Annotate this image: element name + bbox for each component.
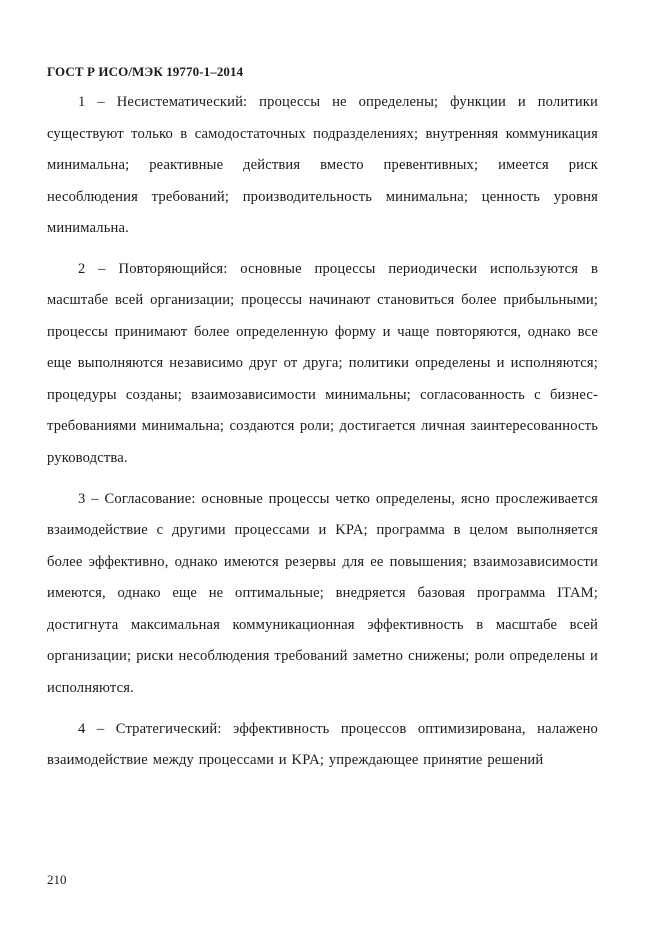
paragraph-level-3: 3 – Согласование: основные процессы четко определены, ясно прослеживается взаимодействие с другими процессами и KPA; программа в целом выполняется более эффективно, однако имеются резервы для ее повышения; взаимозависимости имеются, однако еще не оптимальные; внедряется базовая программа ITAM; достигнута максимальная коммуникационная эффективность в масштабе всей организации; риски несоблюдения требований заметно снижены; роли определены и исполняются. (47, 490, 598, 696)
document-body (47, 87, 598, 786)
document-header: ГОСТ Р ИСО/МЭК 19770-1–2014 (47, 64, 244, 79)
paragraph-level-1: 1 – Несистематический: процессы не определены; функции и политики существуют только в самодостаточных подразделениях; внутренняя коммуникация минимальна; реактивные действия вместо превентивных; имеется риск несоблюдения требований; производительность минимальна; ценность уровня минимальна. (47, 94, 598, 236)
paragraph-level-4: 4 – Стратегический: эффективность процессов оптимизирована, налажено взаимодействие между процессами и KPA; упреждающее принятие решений (47, 720, 598, 769)
paragraph-level-2: 2 – Повторяющийся: основные процессы периодически используются в масштабе всей организации; процессы начинают становиться более прибыльными; процессы принимают более определенную форму и чаще повторяются, однако все еще выполняются независимо друг от друга; политики определены и исполняются; процедуры созданы; взаимозависимости минимальны; согласованность с бизнес-требованиями минимальна; создаются роли; достигается личная заинтересованность руководства. (47, 260, 598, 466)
page-number: 210 (47, 872, 67, 887)
